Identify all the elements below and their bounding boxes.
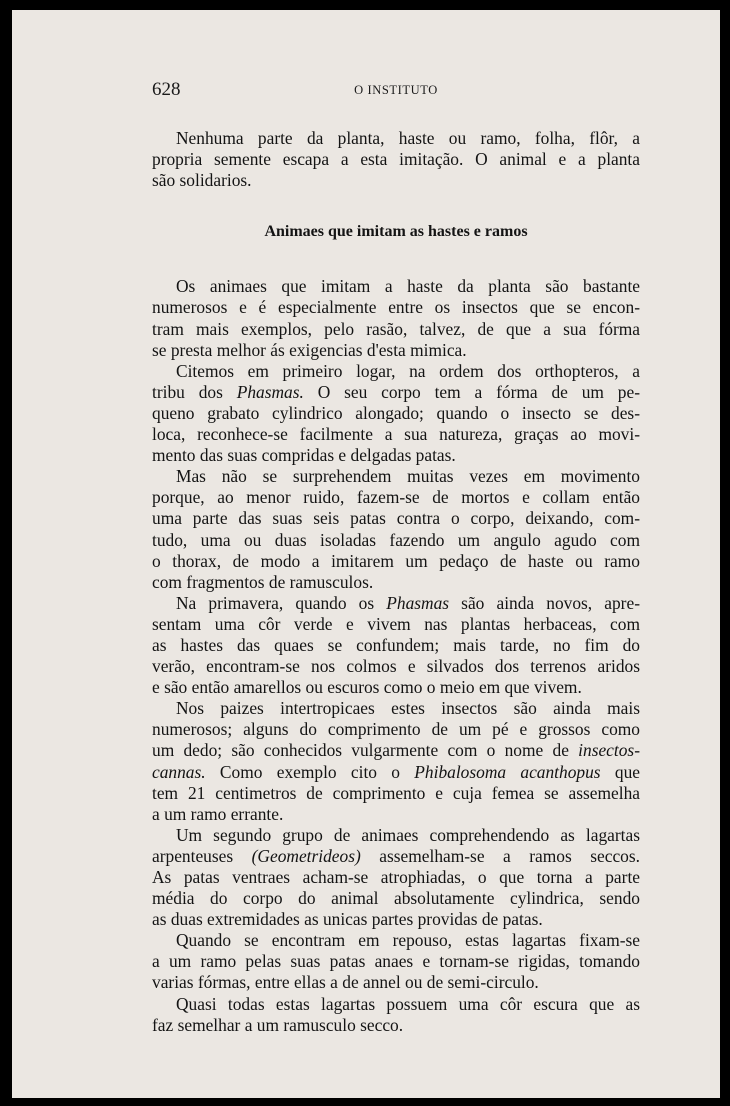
text-line: um dedo; são conhecidos vulgarmente com o nome de insectos- [152, 740, 640, 761]
italic-term: Phibalosoma acanthopus [414, 761, 601, 782]
text-line: são solidarios. [152, 170, 252, 191]
text-line: cannas. Como exemplo cito o Phibalosoma acanthopus que [152, 761, 640, 782]
italic-term: insectos- [578, 740, 640, 761]
text-line: propria semente escapa a esta imitação. O animal e a planta [152, 149, 640, 170]
paragraph [152, 698, 640, 825]
page-number: 628 [152, 79, 181, 100]
paragraph [152, 276, 640, 360]
text-line: Quasi todas estas lagartas possuem uma côr escura que as [176, 993, 640, 1014]
text-line: uma parte das suas seis patas contra o corpo, deixando, com- [152, 508, 640, 529]
paragraph [152, 593, 640, 698]
paragraph [152, 930, 640, 993]
text-line: Os animaes que imitam a haste da planta são bastante [176, 276, 640, 297]
italic-term: Phasmas. [236, 381, 304, 402]
paragraph [152, 825, 640, 930]
italic-term: (Geometrideos) [251, 845, 361, 866]
section-heading: Animaes que imitam as hastes e ramos [264, 223, 528, 241]
text-line: numerosos e é especialmente entre os insectos que se encon- [152, 297, 640, 318]
text-line: Nenhuma parte da planta, haste ou ramo, folha, flôr, a [176, 128, 640, 148]
text-line: porque, ao menor ruido, fazem-se de mortos e collam então [152, 487, 640, 508]
text-line: as hastes das quaes se confundem; mais tarde, no fim do [152, 634, 640, 655]
italic-term: Phasmas [386, 592, 450, 613]
body-text [152, 128, 640, 1036]
text-line: mento das suas compridas e delgadas patas. [152, 445, 456, 466]
paragraph [152, 128, 640, 191]
page-header [152, 79, 640, 105]
text-line: faz semelhar a um ramusculo secco. [152, 1014, 404, 1035]
text-line: numerosos; alguns do comprimento de um pé e grossos como [152, 719, 640, 740]
text-line: média do corpo do animal absolutamente cylindrica, sendo [152, 888, 640, 909]
text-line: a um ramo pelas suas patas anaes e tornam-se rigidas, tomando [152, 951, 640, 972]
text-line: sentam uma côr verde e vivem nas plantas herbaceas, com [152, 613, 640, 634]
text-line: loca, reconhece-se facilmente a sua natureza, graças ao movi- [152, 424, 640, 445]
text-line: arpenteuses (Geometrideos) assemelham-se a ramos seccos. [152, 845, 640, 866]
italic-term: cannas. [152, 761, 206, 782]
text-line: Na primavera, quando os Phasmas são ainda novos, apre- [176, 592, 640, 613]
running-title: O INSTITUTO [354, 83, 438, 97]
text-line: Mas não se surprehendem muitas vezes em movimento [176, 466, 640, 487]
text-line: Citemos em primeiro logar, na ordem dos orthopteros, a [176, 360, 640, 381]
text-line: tem 21 centimetros de comprimento e cuja femea se assemelha [152, 782, 640, 803]
text-line: e são então amarellos ou escuros como o meio em que vivem. [152, 677, 582, 698]
text-line: a um ramo errante. [152, 803, 284, 824]
text-line: varias fórmas, entre ellas a de annel ou de semi-circulo. [152, 972, 539, 993]
text-line: se presta melhor ás exigencias d'esta mimica. [152, 339, 467, 360]
paragraph [152, 361, 640, 466]
paragraph [152, 466, 640, 593]
text-line: tudo, uma ou duas isoladas fazendo um angulo agudo com [152, 529, 640, 550]
text-line: Um segundo grupo de animaes comprehendendo as lagartas [176, 824, 640, 845]
text-line: Nos paizes intertropicaes estes insectos são ainda mais [176, 698, 640, 719]
text-line: verão, encontram-se nos colmos e silvados dos terrenos aridos [152, 656, 640, 677]
text-line: As patas ventraes acham-se atrophiadas, o que torna a parte [152, 867, 640, 887]
text-line: com fragmentos de ramusculos. [152, 571, 374, 592]
text-line: o thorax, de modo a imitarem um pedaço de haste ou ramo [152, 550, 640, 571]
text-line: tram mais exemplos, pelo rasão, talvez, de que a sua fórma [152, 318, 640, 339]
text-line: as duas extremidades as unicas partes providas de patas. [152, 909, 543, 930]
text-line: queno grabato cylindrico alongado; quando o insecto se des- [152, 402, 640, 423]
text-line: Quando se encontram em repouso, estas lagartas fixam-se [176, 930, 640, 951]
text-line: tribu dos Phasmas. O seu corpo tem a fórma de um pe- [152, 381, 640, 402]
paragraph [152, 994, 640, 1036]
